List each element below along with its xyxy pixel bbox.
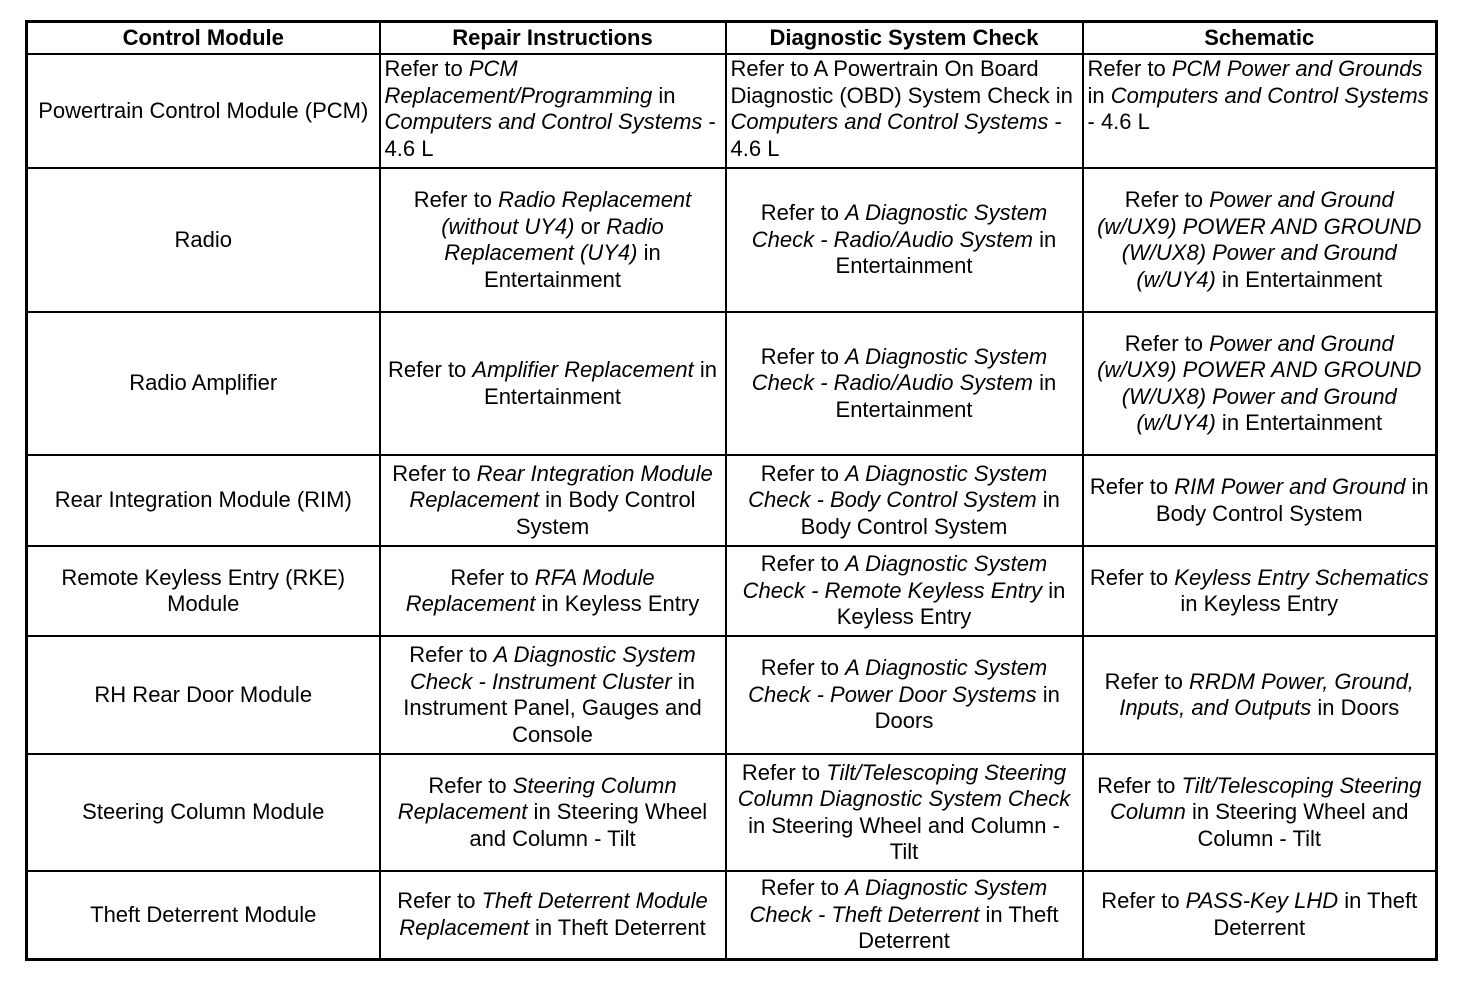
schematic-cell	[1083, 54, 1437, 168]
repair-instructions-cell	[380, 54, 726, 168]
plain-text: Refer to	[397, 888, 482, 914]
plain-text: Refer to	[1089, 564, 1175, 590]
control-module-cell: Rear Integration Module (RIM)	[27, 455, 380, 546]
schematic-cell	[1083, 455, 1437, 546]
header-row	[27, 22, 1437, 55]
repair-instructions-cell	[380, 168, 726, 312]
plain-text: Refer to	[760, 200, 846, 226]
plain-text: - 4.6 L	[1087, 109, 1150, 134]
table-row	[27, 312, 1437, 455]
header-schematic: Schematic	[1083, 22, 1437, 55]
repair-instructions-cell	[380, 546, 726, 636]
schematic-cell	[1083, 546, 1437, 636]
italic-reference-text: Tilt/Telescoping Steering Column	[1110, 772, 1422, 825]
plain-text: in Keyless Entry	[836, 577, 1066, 630]
italic-reference-text: Keyless Entry Schematics	[1174, 564, 1429, 590]
schematic-cell	[1083, 312, 1437, 455]
italic-reference-text: A Diagnostic System Check - Body Control System	[748, 460, 1048, 513]
schematic-cell	[1083, 168, 1437, 312]
italic-reference-text: Tilt/Telescoping Steering Column Diagnostic System Check	[737, 759, 1071, 811]
plain-text: Refer to	[760, 875, 846, 900]
table-row	[27, 754, 1437, 871]
control-module-cell: Steering Column Module	[27, 754, 380, 871]
diagnostic-system-check-cell	[726, 754, 1083, 871]
italic-reference-text: Computers and Control Systems	[730, 109, 1049, 134]
plain-text: Refer to	[392, 460, 477, 486]
plain-text: Refer to	[409, 642, 494, 667]
italic-reference-text: RFA Module Replacement	[405, 564, 655, 616]
control-module-cell: Powertrain Control Module (PCM)	[27, 54, 380, 168]
diagnostic-system-check-cell	[726, 871, 1083, 959]
header-control-module: Control Module	[27, 22, 380, 55]
table-row	[27, 871, 1437, 959]
plain-text: in Body Control System	[515, 487, 696, 539]
italic-reference-text: RRDM Power, Ground, Inputs, and Outputs	[1119, 668, 1414, 720]
table-row	[27, 546, 1437, 636]
plain-text: in	[1087, 82, 1111, 108]
repair-instructions-cell	[380, 455, 726, 546]
plain-text: Refer to	[1124, 330, 1210, 356]
plain-text: in Entertainment	[484, 357, 717, 409]
repair-instructions-cell	[380, 636, 726, 754]
italic-reference-text: A Diagnostic System Check - Power Door Systems	[748, 655, 1048, 707]
plain-text: in Steering Wheel and Column - Tilt	[748, 812, 1060, 864]
plain-text: Refer to	[1124, 187, 1210, 212]
plain-text: in	[652, 82, 676, 108]
control-module-cell: Theft Deterrent Module	[27, 871, 380, 959]
diagnostic-system-check-cell	[726, 636, 1083, 754]
plain-text: Refer to	[760, 460, 846, 486]
plain-text: in Keyless Entry	[535, 591, 700, 616]
italic-reference-text: Radio Replacement (without UY4)	[441, 187, 692, 239]
plain-text: in Body Control System	[800, 487, 1060, 539]
diagnostic-system-check-cell	[726, 546, 1083, 636]
italic-reference-text: Theft Deterrent Module Replacement	[399, 888, 708, 940]
schematic-cell	[1083, 871, 1437, 959]
italic-reference-text: RIM Power and Ground	[1174, 474, 1406, 499]
plain-text: Refer to	[1101, 888, 1186, 914]
table-row	[27, 636, 1437, 754]
control-module-cell: Radio Amplifier	[27, 312, 380, 455]
plain-text: in Doors	[874, 681, 1060, 734]
plain-text: Refer to A Powertrain On Board Diagnostic (OBD) System Check in	[730, 56, 1073, 108]
table-row	[27, 455, 1437, 546]
plain-text: Refer to	[384, 56, 469, 81]
italic-reference-text: A Diagnostic System Check - Theft Deterrent	[749, 875, 1048, 927]
italic-reference-text: A Diagnostic System Check - Radio/Audio System	[751, 200, 1048, 252]
table-row	[27, 168, 1437, 312]
table-body	[27, 54, 1437, 959]
plain-text: Refer to	[760, 655, 846, 681]
plain-text: in Instrument Panel, Gauges and Console	[403, 668, 702, 747]
italic-reference-text: A Diagnostic System Check - Instrument Cluster	[410, 642, 696, 694]
plain-text: in Entertainment	[1215, 410, 1383, 435]
header-repair-instructions: Repair Instructions	[380, 22, 726, 55]
plain-text: Refer to	[741, 759, 827, 785]
plain-text: in Doors	[1311, 695, 1400, 720]
header-diagnostic-system-check: Diagnostic System Check	[726, 22, 1083, 55]
repair-instructions-cell	[380, 312, 726, 455]
plain-text: in Theft Deterrent	[1213, 888, 1418, 940]
italic-reference-text: Steering Column Replacement	[397, 772, 677, 825]
diagnostic-system-check-cell	[726, 455, 1083, 546]
italic-reference-text: Power and Ground (w/UX9) POWER AND GROUND (W/UX8) Power and Ground (w/UY4)	[1097, 187, 1422, 292]
plain-text: Refer to	[450, 564, 535, 590]
control-module-cell: RH Rear Door Module	[27, 636, 380, 754]
italic-reference-text: PASS-Key LHD	[1185, 888, 1339, 914]
control-module-cell: Radio	[27, 168, 380, 312]
plain-text: Refer to	[1089, 474, 1175, 499]
control-module-reference-table	[25, 20, 1438, 961]
italic-reference-text: Computers and Control Systems	[384, 109, 703, 134]
diagnostic-system-check-cell	[726, 54, 1083, 168]
italic-reference-text: A Diagnostic System Check - Remote Keyless Entry	[742, 551, 1048, 603]
plain-text: in Theft Deterrent	[528, 914, 706, 940]
plain-text: Refer to	[1104, 668, 1189, 694]
plain-text: Refer to	[760, 343, 846, 369]
repair-instructions-cell	[380, 754, 726, 871]
italic-reference-text: Rear Integration Module Replacement	[409, 460, 713, 513]
plain-text: - 4.6 L	[384, 109, 716, 161]
plain-text: in Steering Wheel and Column - Tilt	[1185, 799, 1409, 851]
plain-text: in Entertainment	[835, 226, 1057, 279]
diagnostic-system-check-cell	[726, 312, 1083, 455]
plain-text: in Keyless Entry	[1180, 591, 1339, 616]
italic-reference-text: Computers and Control Systems	[1110, 82, 1429, 108]
italic-reference-text: Radio Replacement (UY4)	[444, 213, 664, 265]
plain-text: Refer to	[760, 551, 846, 577]
plain-text: Refer to	[428, 772, 513, 798]
italic-reference-text: A Diagnostic System Check - Radio/Audio System	[751, 343, 1048, 396]
plain-text: - 4.6 L	[730, 109, 1062, 161]
plain-text: in Entertainment	[835, 370, 1057, 422]
control-module-cell: Remote Keyless Entry (RKE) Module	[27, 546, 380, 636]
table-row	[27, 54, 1437, 168]
schematic-cell	[1083, 636, 1437, 754]
plain-text: Refer to	[1087, 56, 1172, 81]
plain-text: in Body Control System	[1155, 474, 1429, 526]
plain-text: Refer to	[388, 357, 473, 382]
italic-reference-text: PCM Replacement/Programming	[384, 56, 653, 108]
plain-text: Refer to	[413, 187, 499, 212]
plain-text: or	[574, 213, 607, 239]
schematic-cell	[1083, 754, 1437, 871]
repair-instructions-cell	[380, 871, 726, 959]
plain-text: in Entertainment	[1215, 266, 1383, 292]
plain-text: in Entertainment	[484, 240, 661, 292]
italic-reference-text: Amplifier Replacement	[472, 357, 694, 382]
plain-text: in Steering Wheel and Column - Tilt	[469, 799, 708, 851]
diagnostic-system-check-cell	[726, 168, 1083, 312]
italic-reference-text: PCM Power and Grounds	[1171, 56, 1423, 81]
plain-text: Refer to	[1097, 772, 1182, 798]
plain-text: in Theft Deterrent	[858, 901, 1059, 953]
italic-reference-text: Power and Ground (w/UX9) POWER AND GROUND (W/UX8) Power and Ground (w/UY4)	[1097, 330, 1422, 435]
